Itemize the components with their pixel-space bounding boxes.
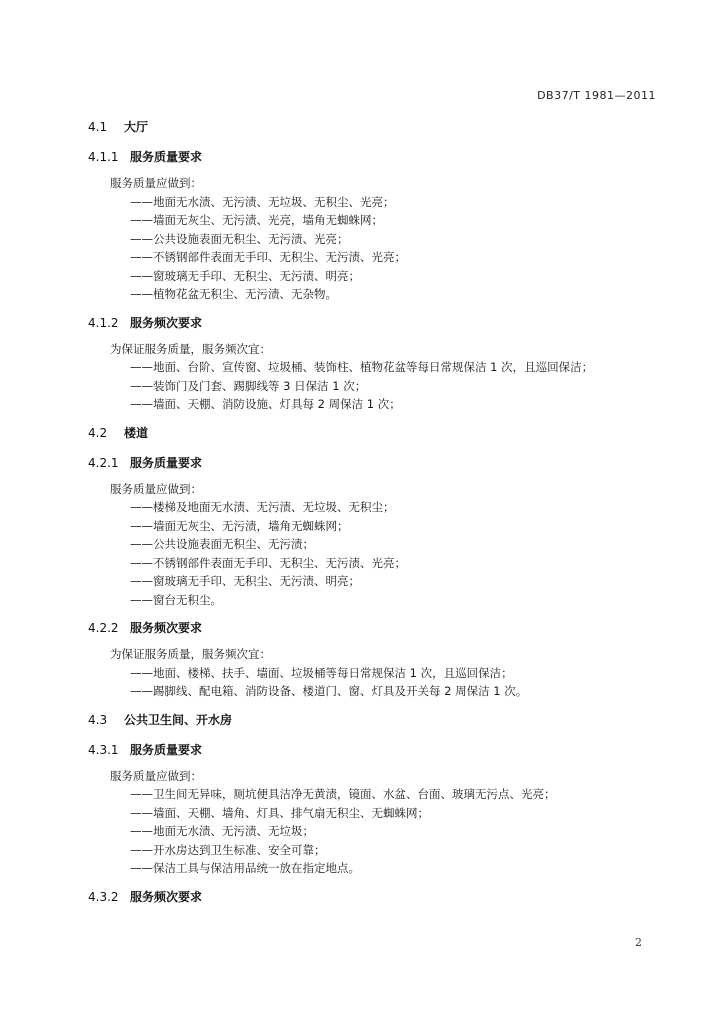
section-title: 服务质量要求 xyxy=(130,150,203,164)
section-heading xyxy=(88,118,668,136)
section-4-3-2 xyxy=(88,888,668,906)
section-intro: 为保证服务质量，服务频次宜： xyxy=(110,647,271,661)
section-number: 4.2.2 xyxy=(88,621,119,635)
list-item: ——楼梯及地面无水渍、无污渍、无垃圾、无积尘； xyxy=(130,500,395,514)
section-intro: 服务质量应做到： xyxy=(110,481,202,496)
list-item: ——地面无水渍、无污渍、无垃圾、无积尘、光亮； xyxy=(130,194,395,209)
list-item: ——墙面无灰尘、无污渍、光亮，墙角无蜘蛛网； xyxy=(130,213,383,227)
section-number: 4.3.1 xyxy=(88,742,119,757)
section-title: 服务质量要求 xyxy=(130,742,203,757)
page-number: 2 xyxy=(635,936,642,949)
list-item: ——窗玻璃无手印、无积尘、无污渍、明亮； xyxy=(130,574,360,588)
document-body xyxy=(88,118,668,918)
list-item: ——窗台无积尘。 xyxy=(130,592,222,607)
section-4-1-2 xyxy=(88,314,668,414)
section-4-3-1 xyxy=(88,741,668,878)
section-title: 公共卫生间、开水房 xyxy=(124,712,233,727)
section-heading xyxy=(88,741,668,759)
section-heading xyxy=(88,424,668,442)
section-number: 4.3 xyxy=(88,712,108,727)
list-item: ——不锈钢部件表面无手印、无积尘、无污渍、光亮； xyxy=(130,250,406,264)
section-title: 服务频次要求 xyxy=(130,889,203,904)
list-item: ——地面无水渍、无污渍、无垃圾； xyxy=(130,824,314,838)
section-heading xyxy=(88,148,668,166)
list-item: ——保洁工具与保洁用品统一放在指定地点。 xyxy=(130,861,360,875)
section-4-1-1 xyxy=(88,148,668,304)
list-item: ——公共设施表面无积尘、无污渍、光亮； xyxy=(130,231,349,246)
list-item: ——植物花盆无积尘、无污渍、无杂物。 xyxy=(130,287,337,301)
section-heading xyxy=(88,314,668,332)
section-heading xyxy=(88,888,668,906)
section-4-2-2 xyxy=(88,619,668,701)
section-title: 大厅 xyxy=(124,120,149,134)
section-title: 楼道 xyxy=(124,425,149,440)
section-heading xyxy=(88,711,668,729)
list-item: ——窗玻璃无手印、无积尘、无污渍、明亮； xyxy=(130,268,360,283)
list-item: ——地面、台阶、宣传窗、垃圾桶、装饰柱、植物花盆等每日常规保洁 1 次，且巡回保洁； xyxy=(130,360,594,374)
section-intro: 服务质量应做到： xyxy=(110,768,202,783)
section-number: 4.3.2 xyxy=(88,889,119,904)
section-title: 服务频次要求 xyxy=(130,621,203,635)
section-number: 4.1 xyxy=(88,120,108,134)
list-item: ——地面、楼梯、扶手、墙面、垃圾桶等每日常规保洁 1 次，且巡回保洁； xyxy=(130,665,513,680)
list-item: ——卫生间无异味，厕坑便具洁净无黄渍，镜面、水盆、台面、玻璃无污点、光亮； xyxy=(130,787,556,801)
section-heading xyxy=(88,619,668,637)
section-4-2-1 xyxy=(88,454,668,610)
section-intro: 为保证服务质量，服务频次宜： xyxy=(110,341,271,356)
section-title: 服务质量要求 xyxy=(130,455,203,470)
section-intro: 服务质量应做到： xyxy=(110,176,202,190)
list-item: ——开水房达到卫生标准、安全可靠； xyxy=(130,842,326,857)
section-4-1 xyxy=(88,118,668,136)
section-number: 4.1.1 xyxy=(88,150,119,164)
section-number: 4.1.2 xyxy=(88,315,119,330)
section-4-3 xyxy=(88,711,668,729)
section-4-2 xyxy=(88,424,668,442)
section-number: 4.2 xyxy=(88,425,108,440)
section-heading xyxy=(88,454,668,472)
document-code: DB37/T 1981—2011 xyxy=(537,89,656,102)
list-item: ——装饰门及门套、踢脚线等 3 日保洁 1 次； xyxy=(130,378,367,393)
list-item: ——墙面、天棚、墙角、灯具、排气扇无积尘、无蜘蛛网； xyxy=(130,805,429,820)
section-number: 4.2.1 xyxy=(88,455,119,470)
section-title: 服务频次要求 xyxy=(130,315,203,330)
list-item: ——墙面无灰尘、无污渍，墙角无蜘蛛网； xyxy=(130,518,349,533)
list-item: ——墙面、天棚、消防设施、灯具每 2 周保洁 1 次； xyxy=(130,397,401,411)
list-item: ——不锈钢部件表面无手印、无积尘、无污渍、光亮； xyxy=(130,555,406,570)
list-item: ——踢脚线、配电箱、消防设备、楼道门、窗、灯具及开关每 2 周保洁 1 次。 xyxy=(130,684,528,698)
list-item: ——公共设施表面无积尘、无污渍； xyxy=(130,537,314,551)
